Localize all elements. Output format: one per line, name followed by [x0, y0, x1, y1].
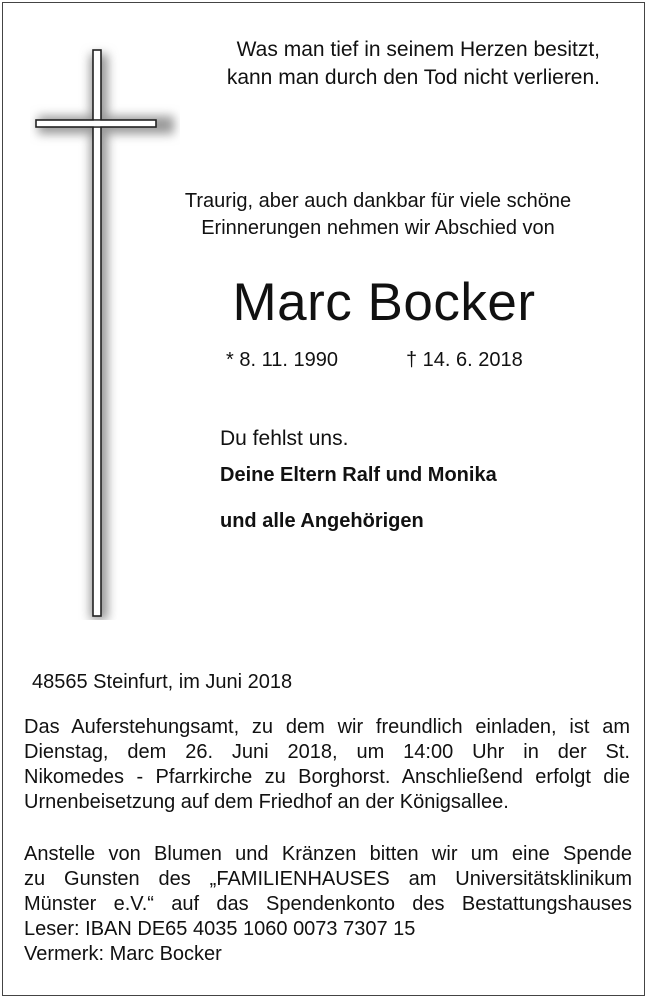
donation-line: Münster e.V.“ auf das Spendenkonto des Bestattungshauses [24, 893, 632, 915]
intro-text [140, 188, 616, 242]
place-date: 48565 Steinfurt, im Juni 2018 [32, 671, 293, 693]
donation-paragraph [24, 842, 632, 967]
parents-signature: Deine Eltern Ralf und Monika [220, 464, 497, 486]
motto-line: Was man tief in seinem Herzen besitzt, [236, 38, 600, 61]
deceased-name: Marc Bocker [232, 273, 536, 332]
service-paragraph [24, 715, 630, 815]
death-date: † 14. 6. 2018 [406, 349, 523, 371]
motto-line: kann man durch den Tod nicht verlieren. [226, 66, 600, 89]
service-line: Dienstag, dem 26. Juni 2018, um 14:00 Uhr in der St. [24, 741, 630, 763]
intro-line: Traurig, aber auch dankbar für viele schöne [184, 190, 572, 212]
relatives-signature: und alle Angehörigen [220, 510, 424, 532]
intro-line: Erinnerungen nehmen wir Abschied von [201, 217, 555, 239]
missed-text: Du fehlst uns. [220, 427, 349, 450]
service-line: Nikomedes - Pfarrkirche zu Borghorst. Anschließend erfolgt die [24, 766, 630, 788]
motto-quote [160, 36, 600, 92]
service-line: Urnenbeisetzung auf dem Friedhof an der Königsallee. [24, 791, 509, 813]
donation-line: zu Gunsten des „FAMILIENHAUSES am Universitätsklinikum [24, 868, 632, 890]
birth-date: * 8. 11. 1990 [226, 349, 338, 371]
donation-line: Anstelle von Blumen und Kränzen bitten wir um eine Spende [24, 843, 632, 865]
service-line: Das Auferstehungsamt, zu dem wir freundlich einladen, ist am [24, 716, 630, 738]
donation-line: Leser: IBAN DE65 4035 1060 0073 7307 15 [24, 918, 416, 940]
donation-line: Vermerk: Marc Bocker [24, 943, 222, 965]
